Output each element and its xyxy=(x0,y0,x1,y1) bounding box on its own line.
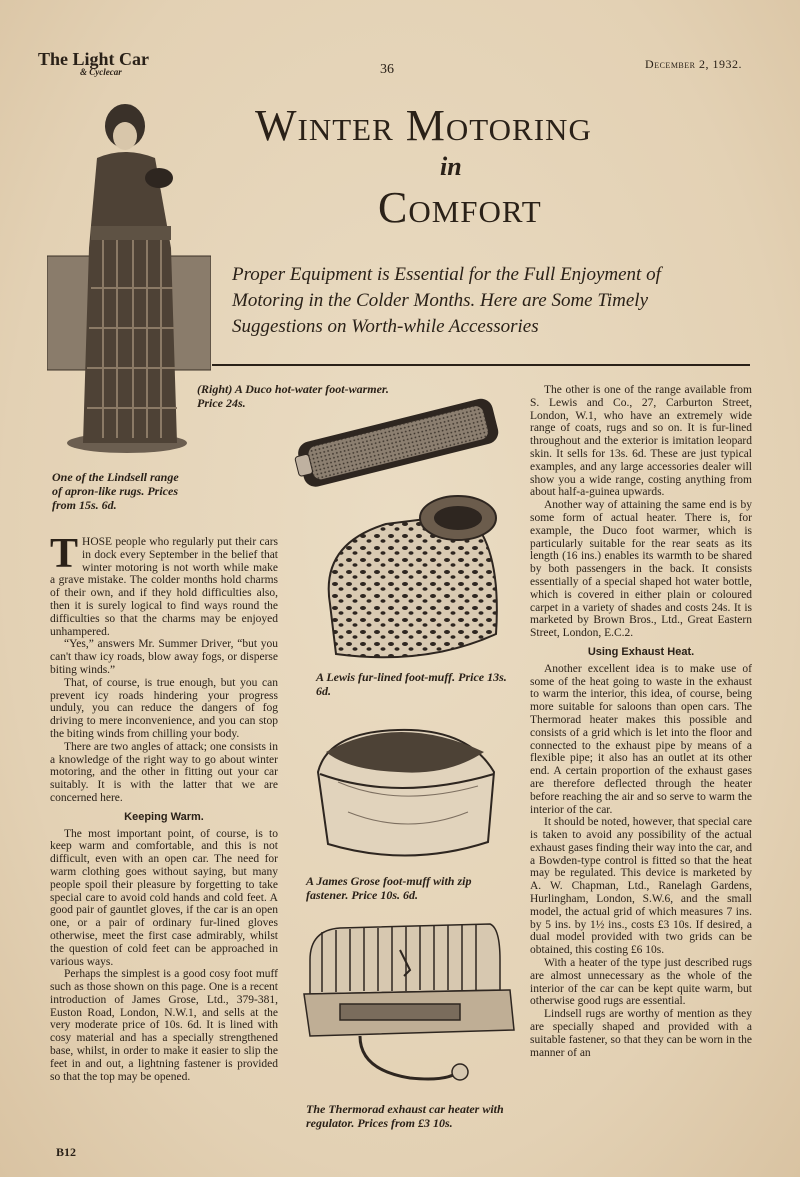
lewis-foot-muff-illustration xyxy=(316,484,508,664)
paragraph: “Yes,” answers Mr. Summer Driver, “but you can't thaw icy roads, blow away fogs, or disperse biting winds.” xyxy=(50,638,278,676)
paragraph: Perhaps the simplest is a good cosy foot muff such as those shown on this page. One is a recent introduction of James Grose, Ltd., 379-381, Euston Road, London, N.W.1, and sells at the very moderate price of 10s. 6d. It is lined with cosy material and has a specially strengthened base, whilst, in order to make it easier to slip the feet in and out, a lightning fastener is provided so that the top may be opened. xyxy=(50,968,278,1083)
page-number: 36 xyxy=(380,62,394,77)
issue-date: December 2, 1932. xyxy=(645,57,742,71)
foot-warmer-caption: (Right) A Duco hot-water foot-warmer. Price 24s. xyxy=(197,382,389,410)
paragraph: That, of course, is true enough, but you can prevent icy roads hindering your progress unduly, you can reduce the dangers of fog driving to mere inconvenience, and you can stop the biting winds from chilling your body. xyxy=(50,676,278,740)
article-column-left xyxy=(50,531,278,1083)
lewis-caption: A Lewis fur-lined foot-muff. Price 13s. 6d. xyxy=(316,670,507,698)
section-heading: Using Exhaust Heat. xyxy=(587,645,695,658)
paragraph: The most important point, of course, is to keep warm and comfortable, and this is not difficult, even with an open car. The need for warm clothing goes without saying, but many people spoil their pleasure by forgetting to take special care to avoid cold hands and cold feet. A good pair of gauntlet gloves, if the car is an open one, or a pair of ordinary fur-lined gloves otherwise, meet the first case admirably, whilst the question of cold feet can be approached in various ways. xyxy=(50,827,278,968)
paragraph: There are two angles of attack; one consists in a knowledge of the right way to go about winter motoring, and the other in fitting out your car suitably. It is with the latter that we are concerned here. xyxy=(50,740,278,804)
drop-cap: T xyxy=(50,531,79,577)
photo-caption: One of the Lindsell range of apron-like rugs. Prices from 15s. 6d. xyxy=(52,470,179,512)
thermorad-heater-illustration xyxy=(300,920,520,1096)
paragraph: Another way of attaining the same end is by some form of actual heater. There is, for example, the Duco foot warmer, which is particularly suitable for the rear seats as its length (16 ins.) enables its warmth to be shared by both passengers in the back. It consists essentially of a special shaped hot water bottle, which is covered in either plain or coloured carpet in a variety of shades and costs 24s. It is marketed by Brown Bros., Ltd., Great Eastern Street, London, E.C.2. xyxy=(530,499,752,640)
paragraph: With a heater of the type just described rugs are almost unnecessary as the whole of the interior of the car can be kept quite warm, but otherwise good rugs are essential. xyxy=(530,957,752,1008)
headline-line3: Comfort xyxy=(378,183,542,232)
paragraph: Another excellent idea is to make use of some of the heat going to waste in the exhaust to warm the interior, this idea, of course, being more suitable for saloons than open cars. The Thermorad heater makes this possible and consists of a grid which is let into the floor and connected to the exhaust pipe by means of a flexible pipe; it also has an outlet at its other end. A certain proportion of the exhaust gases are therefore deflected through the heater before reaching the air and so serve to warm the interior of the car. xyxy=(530,662,752,816)
thermorad-caption: The Thermorad exhaust car heater with regulator. Prices from £3 10s. xyxy=(306,1102,504,1130)
masthead-sub: & Cyclecar xyxy=(80,67,122,77)
paragraph: Lindsell rugs are worthy of mention as they are specially shaped and provided with a suitable fastener, so that they can be worn in the manner of an xyxy=(530,1008,752,1059)
headline-line2: in xyxy=(440,152,462,181)
section-heading: Keeping Warm. xyxy=(124,810,204,823)
paragraph-intro: THOSE people who regularly put their cars in dock every September in the belief that winter motoring is not worth while make a grave mistake. The colder months hold charms of their own, and if they hold difficulties also, then it is surely logical to find ways round the difficulties so that the charms may be enjoyed unhampered. xyxy=(50,531,278,638)
page-footer-code: B12 xyxy=(56,1145,77,1159)
foot-warmer-illustration xyxy=(290,392,505,492)
grose-foot-muff-illustration xyxy=(308,712,504,864)
article-column-right xyxy=(530,384,752,1059)
paragraph: The other is one of the range available from S. Lewis and Co., 27, Carburton Street, London, W.1, who have an extremely wide range of coats, rugs and so on. It is fur-lined throughout and the exterior is imitation leopard skin. It sells for 13s. 6d. These are just typical examples, and any large accessories dealer will show you a wide range, costing anything from about half-a-guinea upwards. xyxy=(530,384,752,499)
paragraph: It should be noted, however, that special care is taken to avoid any possibility of the actual exhaust gases finding their way into the car, and a Bowden-type control is fitted so that the heat may be regulated. This device is marketed by A. W. Chapman, Ltd., Ranelagh Gardens, Hurlingham, London, S.W.6, and the small model, the actual grid of which measures 7 ins. by 5 ins. by 1½ ins., costs £3 10s. If desired, a dual model provided with two grids can be obtained, this costing £6 10s. xyxy=(530,816,752,957)
headline-rule xyxy=(212,364,750,366)
masthead-logo xyxy=(38,50,149,77)
woman-rug-photo xyxy=(47,98,211,458)
grose-caption: A James Grose foot-muff with zip fastener. Price 10s. 6d. xyxy=(306,874,472,902)
standfirst: Proper Equipment is Essential for the Full Enjoyment of Motoring in the Colder Months. Here are Some Timely Suggestions on Worth-while Accessories xyxy=(232,264,661,337)
headline-line1: Winter Motoring xyxy=(255,101,592,150)
masthead-name: The Light Car xyxy=(38,49,150,69)
